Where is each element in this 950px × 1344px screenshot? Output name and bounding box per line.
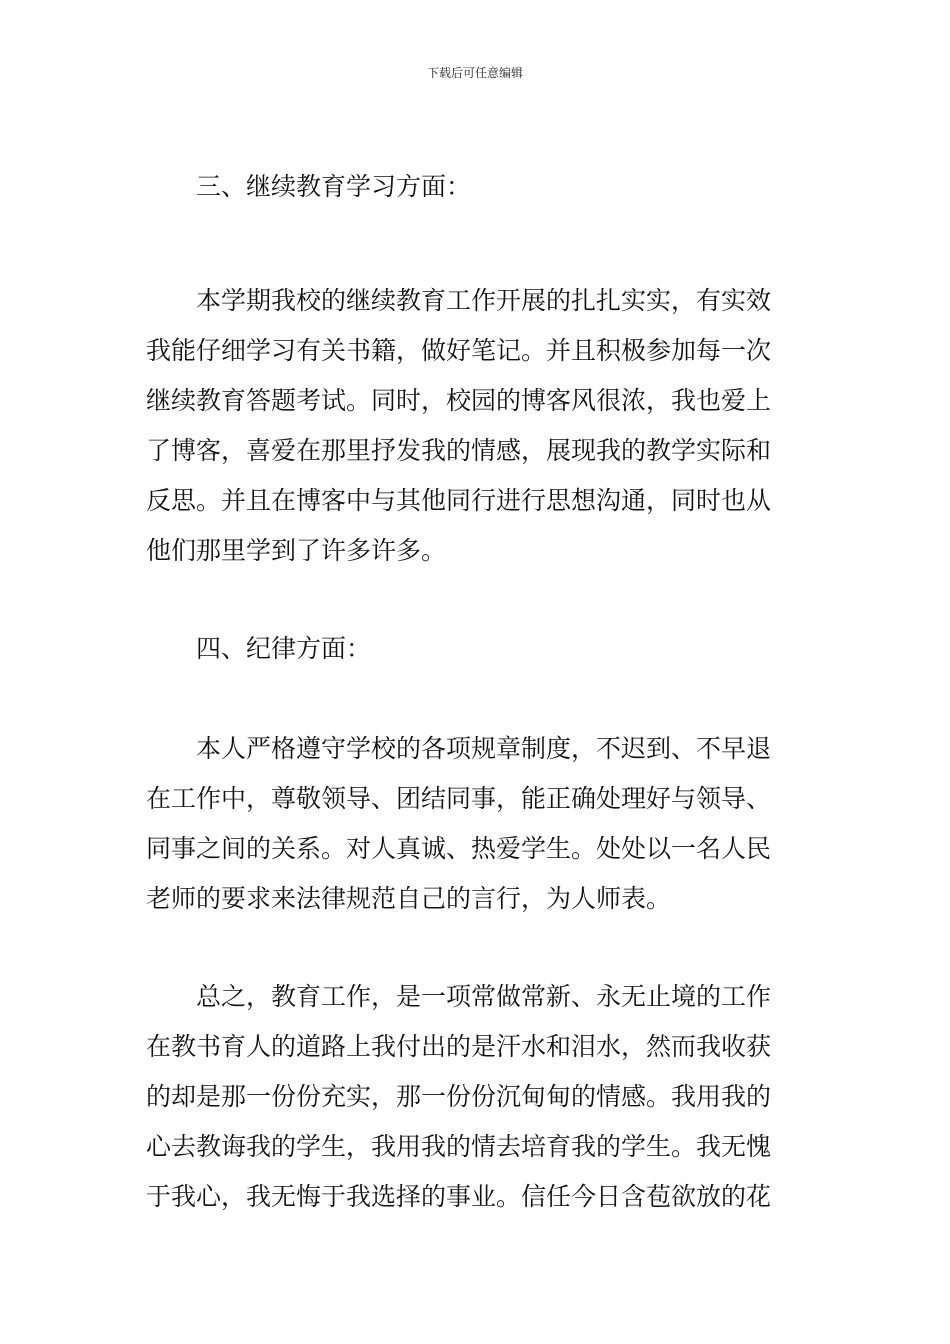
paragraph-line: 了博客，喜爱在那里抒发我的情感，展现我的教学实际和 xyxy=(146,436,772,465)
paragraph-line: 心去教诲我的学生，我用我的情去培育我的学生。我无愧 xyxy=(146,1132,772,1161)
paragraph-line: 反思。并且在博客中与其他同行进行思想沟通，同时也从 xyxy=(146,486,772,515)
paragraph-line: 的却是那一份份充实，那一份份沉甸甸的情感。我用我的 xyxy=(146,1082,772,1111)
paragraph-line: 他们那里学到了许多许多。 xyxy=(146,536,447,565)
paragraph-line: 总之，教育工作，是一项常做常新、永无止境的工作 xyxy=(196,982,772,1011)
paragraph-line: 本人严格遵守学校的各项规章制度，不迟到、不早退 xyxy=(196,734,772,763)
page-header: 下载后可任意编辑 xyxy=(426,66,523,80)
paragraph-line: 于我心，我无悔于我选择的事业。信任今日含苞欲放的花 xyxy=(146,1182,772,1211)
paragraph-line: 在教书育人的道路上我付出的是汗水和泪水，然而我收获 xyxy=(146,1032,772,1061)
paragraph-line: 同事之间的关系。对人真诚、热爱学生。处处以一名人民 xyxy=(146,834,772,863)
section-heading-continuing-education: 三、继续教育学习方面： xyxy=(196,172,472,201)
paragraph-line: 我能仔细学习有关书籍，做好笔记。并且积极参加每一次 xyxy=(146,336,772,365)
paragraph-line: 在工作中，尊敬领导、团结同事，能正确处理好与领导、 xyxy=(146,784,772,813)
paragraph-line: 本学期我校的继续教育工作开展的扎扎实实，有实效 xyxy=(196,286,772,315)
section-heading-discipline: 四、纪律方面： xyxy=(196,634,372,663)
paragraph-line: 继续教育答题考试。同时，校园的博客风很浓，我也爱上 xyxy=(146,386,772,415)
paragraph-line: 老师的要求来法律规范自己的言行，为人师表。 xyxy=(146,884,672,913)
